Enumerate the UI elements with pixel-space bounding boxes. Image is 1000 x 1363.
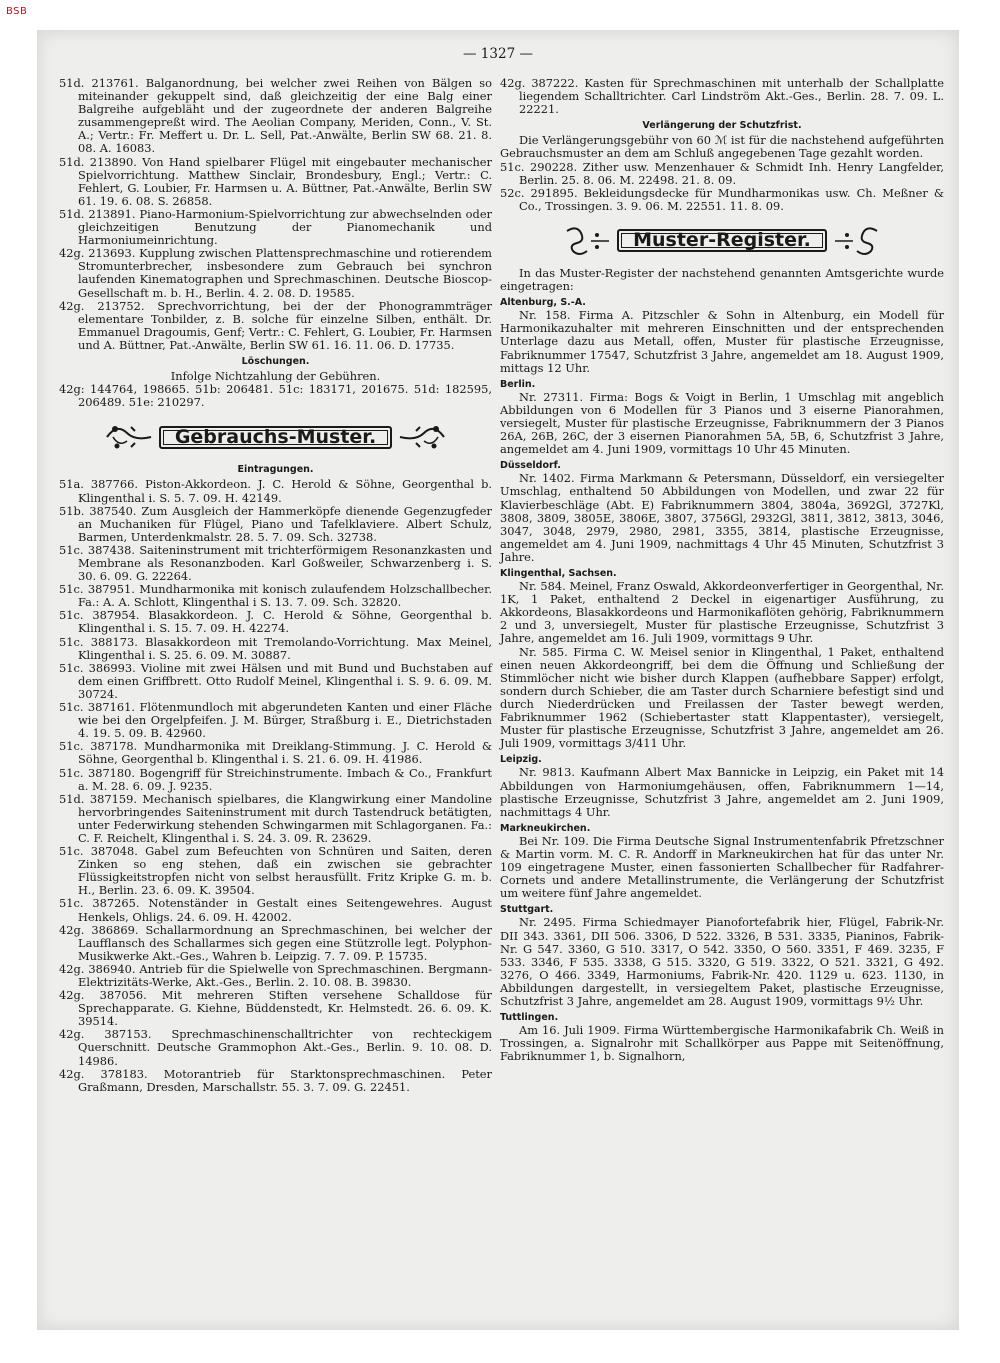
register-entry: Nr. 2495. Firma Schiedmayer Pianofortefabrik hier, Flügel, Fabrik-Nr. DII 343. 3361, DII 506. 3306, D 522. 3326, B 531. 3335, Pianinos, Fabrik-Nr. G 547. 3360, G 510. 3317, O 542. 3350, O 560. 3351, F 469. 3235, F 533. 3346, F 535. 3338, G 515. 3320, G 519. 3322, O 521. 3321, G 492. 3276, O 466. 3349, Harmoniums, Fabrik-Nr. 420. 1129 u. 623. 1130, in Abbildungen dargestellt, in versiegeltem Paket, plastische Erzeugnisse, Schutzfrist 3 Jahre, angemeldet am 28. August 1909, vormittags 9½ Uhr. xyxy=(500,915,944,1008)
verlaengerung-entry: 51c. 290228. Zither usw. Menzenhauer & Schmidt Inh. Henry Langfelder, Berlin. 25. 8. 06. M. 22498. 21. 8. 09. xyxy=(500,159,944,187)
gebrauchsmuster-entry: 42g. 387153. Sprechmaschinenschalltrichter von rechteckigem Querschnitt. Deutsche Grammophon Akt.-Ges., Berlin. 9. 10. 08. D. 14986. xyxy=(59,1027,492,1068)
court-location: Stuttgart. xyxy=(500,904,554,916)
gebrauchsmuster-entry: 51c. 387951. Mundharmonika mit konisch zulaufendem Holzschallbecher. Fa.: A. A. Schlott, Klingenthal i S. 13. 7. 09. Sch. 32820. xyxy=(59,582,492,610)
ornament-right-icon xyxy=(833,223,881,259)
gebrauchsmuster-entry: 42g. 387056. Mit mehreren Stiften versehene Schalldose für Sprechapparate. G. Kiehne, Büddenstedt, Kr. Helmstedt. 26. 6. 09. K. 39514. xyxy=(59,988,492,1029)
gebrauchsmuster-entry: 51c. 387180. Bogengriff für Streichinstrumente. Imbach & Co., Frankfurt a. M. 28. 6. 09. J. 9235. xyxy=(59,765,492,793)
loeschungen-intro: Infolge Nichtzahlung der Gebühren. xyxy=(170,369,381,384)
patent-entry: 42g. 213693. Kupplung zwischen Plattensprechmaschine und rotierendem Stromunterbrecher, insbesondere zum Gebrauch bei synchron laufenden Kinematographen und Sprechmaschinen. Deutsche Bioscop-Gesellschaft m. b. H., Berlin. 4. 2. 08. D. 19585. xyxy=(59,246,492,300)
court-location: Markneukirchen. xyxy=(500,822,591,834)
gebrauchsmuster-entry: 51c. 387438. Saiteninstrument mit trichterförmigem Resonanzkasten und Membrane als Resonanzboden. Karl Goßweiler, Schwarzenberg i. S. 30. 6. 09. G. 22264. xyxy=(59,542,492,584)
gebrauchsmuster-entry: 42g. 386869. Schallarmordnung an Sprechmaschinen, bei welcher der Laufflansch des Schallarmes sich gegen eine Stützrolle legt. Polyphon-Musikwerke Akt.-Ges., Wahren b. Leipzig. 7. 7. 09. P. 15735. xyxy=(59,922,492,963)
right-column xyxy=(500,77,944,1063)
banner-title: Muster-Register. xyxy=(617,229,827,252)
gebrauchsmuster-banner xyxy=(59,417,492,457)
document-page xyxy=(37,30,959,1330)
gebrauchsmuster-entry: 51b. 387540. Zum Ausgleich der Hammerköpfe dienende Gegenzugfeder an Muchaniken für Flügel, Piano und Tafelklaviere. Albert Schulz, Barmen, Unterdenkmalstr. 28. 5. 7. 09. Sch. 32738. xyxy=(59,503,492,544)
left-column xyxy=(59,77,492,1094)
patent-list-continued xyxy=(500,77,944,116)
gebrauchsmuster-entry: 51c. 387265. Notenständer in Gestalt eines Seitengewehres. August Henkels, Ohligs. 24. 6. 09. H. 42002. xyxy=(59,896,492,924)
register-entry: Bei Nr. 109. Die Firma Deutsche Signal Instrumentenfabrik Pfretzschner & Martin vorm. M. C. R. Andorff in Markneukirchen hat für das unter Nr. 109 eingetragene Muster, einen fassonierten Schallbecher für Radfahrer-Cornets und andere Metallinstrumente, die Verlängerung der Schutzfrist um weitere fünf Jahre angemeldet. xyxy=(500,833,944,901)
verlaengerung-entry: 52c. 291895. Bekleidungsdecke für Mundharmonikas usw. Ch. Meßner & Co., Trossingen. 3. 9. 06. M. 22551. 11. 8. 09. xyxy=(500,185,944,213)
register-entry: Nr. 584. Meinel, Franz Oswald, Akkordeonverfertiger in Georgenthal, Nr. 1K, 1 Paket, enthaltend 2 Deckel in eigenartiger Ausführung, zu Akkordeons, Blasakkordeons und Harmonikaflöten gehörig, Fabriknummern 2 und 3, unversiegelt, Muster für plastische Erzeugnisse, Schutzfrist 3 Jahre, angemeldet am 16. Juli 1909, vormittags 9 Uhr. xyxy=(500,579,944,646)
register-entry: Nr. 27311. Firma: Bogs & Voigt in Berlin, 1 Umschlag mit angeblich Abbildungen von 6 Modellen für 3 Pianos und 3 eiserne Pianorahmen, versiegelt, Muster für plastische Erzeugnisse, Fabriknummern der 3 Pianos 26A, 26B, 26C, der 3 eisernen Pianorahmen 5A, 5B, 6, Schutzfrist 3 Jahre, angemeldet am 4. Juni 1909, vormittags 10 Uhr 45 Minuten. xyxy=(500,389,944,457)
patent-entry: 51d. 213890. Von Hand spielbarer Flügel mit eingebauter mechanischer Spielvorrichtung. Matthew Sinclair, Brondesbury, Engl.; Vertr.: C. Fehlert, G. Loubier, Fr. Harmsen u. A. Büttner, Pat.-Anwälte, Berlin SW 61. 19. 6. 08. S. 26858. xyxy=(59,154,492,208)
gebrauchsmuster-entry: 51c. 387048. Gabel zum Befeuchten von Schnüren und Saiten, deren Zinken so eng stehen, daß ein zwischen sie gebrachter Flüssigkeitstropfen nicht von selbst herausfüllt. Fritz Kripke G. m. b. H., Berlin. 23. 6. 09. K. 39504. xyxy=(59,844,492,898)
court-location: Berlin. xyxy=(500,378,536,390)
banner-title: Gebrauchs-Muster. xyxy=(159,426,392,449)
register-entry: Nr. 158. Firma A. Pitzschler & Sohn in Altenburg, ein Modell für Harmonikazuhalter mit mehreren Einschnitten und der entsprechenden Unterlage dazu aus Metall, offen, Muster für plastische Erzeugnisse, Fabriknummer 17547, Schutzfrist 3 Jahre, angemeldet am 18. August 1909, mittags 12 Uhr. xyxy=(500,308,944,375)
patent-entry: 51d. 213761. Balganordnung, bei welcher zwei Reihen von Bälgen so miteinander gekuppelt sind, daß gleichzeitig der eine Balg einer Balgreihe aufgebläht und der zugeordnete der anderen Balgreihe zusammengepreßt wird. The Aeolian Company, Meriden, Conn., V. St. A.; Vertr.: Fr. Meffert u. Dr. L. Sell, Pat.-Anwälte, Berlin SW 68. 21. 8. 08. A. 16083. xyxy=(59,76,492,156)
gebrauchsmuster-entry: 51c. 387178. Mundharmonika mit Dreiklang-Stimmung. J. C. Herold & Söhne, Georgenthal b. Klingenthal i. S. 21. 6. 09. H. 41986. xyxy=(59,739,492,767)
gebrauchsmuster-entry: 42g. 378183. Motorantrieb für Starktonsprechmaschinen. Peter Graßmann, Dresden, Marschallstr. 55. 3. 7. 09. G. 22451. xyxy=(59,1066,492,1094)
eintragungen-heading: Eintragungen. xyxy=(237,464,314,476)
register-entry: Am 16. Juli 1909. Firma Württembergische Harmonikafabrik Ch. Weiß in Trossingen, a. Signalrohr mit Schallkörper aus Pappe mit Seitenöffnung, Fabriknummer 1, b. Signalhorn, xyxy=(500,1023,944,1064)
court-location: Altenburg, S.-A. xyxy=(500,297,586,309)
verlaengerung-list xyxy=(500,161,944,213)
page-number: — 1327 — xyxy=(463,46,533,62)
register-entry: Nr. 585. Firma C. W. Meisel senior in Klingenthal, 1 Paket, enthaltend einen neuen Akkordeongriff, bei dem die Öffnung und Schließung der Stimmlöcher nicht wie bisher durch Klappen (aufhebbare Sapper) erfolgt, sondern durch Schieber, die am Taster durch Scharniere befestigt sind und durch Niederdrücken und Freilassen der Taster bewegt werden, Fabriknummer 1962 (Schiebertaster statt Klappentaster), versiegelt, Muster für plastische Erzeugnisse, Schutzfrist 3 Jahre, angemeldet am 26. Juli 1909, vormittags 3/411 Uhr. xyxy=(500,644,944,751)
patent-entry: 42g. 387222. Kasten für Sprechmaschinen mit unterhalb der Schallplatte liegendem Schalltrichter. Carl Lindström Akt.-Ges., Berlin. 28. 7. 09. L. 22221. xyxy=(500,76,944,117)
loeschungen-list: 42g: 144764, 198665. 51b: 206481. 51c: 183171, 201675. 51d: 182595, 206489. 51e: 210297. xyxy=(59,382,492,410)
gebrauchsmuster-entry: 42g. 386940. Antrieb für die Spielwelle von Sprechmaschinen. Bergmann-Elektrizitäts-Werke, Akt.-Ges., Berlin. 2. 10. 08. B. 39830. xyxy=(59,961,492,989)
musterregister-intro: In das Muster-Register der nachstehend genannten Amtsgerichte wurde eingetragen: xyxy=(500,265,944,294)
gebrauchsmuster-entry: 51a. 387766. Piston-Akkordeon. J. C. Herold & Söhne, Georgenthal b. Klingenthal i. S. 5. 7. 09. H. 42149. xyxy=(59,477,492,505)
patent-entry: 51d. 213891. Piano-Harmonium-Spielvorrichtung zur abwechselnden oder gleichzeitigen Benutzung der Pianomechanik und Harmoniumeinrichtung. xyxy=(59,206,492,248)
register-entry: Nr. 9813. Kaufmann Albert Max Bannicke in Leipzig, ein Paket mit 14 Abbildungen von Harmoniumgehäusen, offen, Fabriknummern 1—14, plastische Erzeugnisse, Schutzfrist 3 Jahre, angemeldet am 2. Juni 1909, nachmittags 4 Uhr. xyxy=(500,765,944,819)
court-location: Düsseldorf. xyxy=(500,460,561,472)
court-location: Tuttlingen. xyxy=(500,1012,559,1024)
court-location: Leipzig. xyxy=(500,754,542,766)
verlaengerung-text: Die Verlängerungsgebühr von 60 ℳ ist für die nachstehend aufgeführten Gebrauchsmuster an dem am Schluß angegebenen Tage gezahlt worden. xyxy=(500,133,944,161)
gebrauchsmuster-entry: 51c. 388173. Blasakkordeon mit Tremolando-Vorrichtung. Max Meinel, Klingenthal i. S. 25. 6. 09. M. 30887. xyxy=(59,634,492,662)
ornament-left-icon xyxy=(105,419,153,455)
library-stamp: BSB xyxy=(6,6,28,17)
musterregister-list xyxy=(500,296,944,1063)
court-location: Klingenthal, Sachsen. xyxy=(500,568,617,579)
ornament-left-icon xyxy=(563,223,611,259)
register-entry: Nr. 1402. Firma Markmann & Petersmann, Düsseldorf, ein versiegelter Umschlag, enthaltend 50 Abbildungen von Modellen, und zwar 22 für Klavierbeschläge (Abt. E) Fabriknummern 3804, 3804a, 3692Gl, 3727Kl, 3808, 3809, 3805E, 3806E, 3807, 3756Gl, 2932Gl, 3811, 3812, 3813, 3046, 3047, 3048, 2979, 2980, 2981, 3355, 3814, plastische Erzeugnisse, angemeldet am 4. Juni 1909, nachmittags 4 Uhr 45 Minuten, Schutzfrist 3 Jahre. xyxy=(500,471,944,564)
gebrauchsmuster-entry: 51c. 387161. Flötenmundloch mit abgerundeten Kanten und einer Fläche wie bei den Orgelpfeifen. J. M. Bürger, Straßburg i. E., Dietrichstaden 4. 19. 5. 09. B. 42960. xyxy=(59,700,492,741)
gebrauchsmuster-list xyxy=(59,478,492,1093)
ornament-right-icon xyxy=(398,419,446,455)
patent-entry: 42g. 213752. Sprechvorrichtung, bei der der Phonogrammträger elementare Tonbilder, z. B. solche für einzelne Silben, enthält. Dr. Emmanuel Dragoumis, Genf; Vertr.: C. Fehlert, G. Loubier, Fr. Harmsen und A. Büttner, Pat.-Anwälte, Berlin SW 61. 16. 11. 06. D. 17735. xyxy=(59,298,492,352)
gebrauchsmuster-entry: 51c. 386993. Violine mit zwei Hälsen und mit Bund und Buchstaben auf dem einen Griffbrett. Otto Rudolf Meinel, Klingenthal i. S. 9. 6. 09. M. 30724. xyxy=(59,660,492,701)
loeschungen-heading: Löschungen. xyxy=(241,355,310,367)
verlaengerung-heading: Verlängerung der Schutzfrist. xyxy=(642,120,802,132)
musterregister-banner xyxy=(500,221,944,261)
patent-list xyxy=(59,77,492,352)
gebrauchsmuster-entry: 51d. 387159. Mechanisch spielbares, die Klangwirkung einer Mandoline hervorbringendes Saiteninstrument mit durch Tastendruck betätigten, unter Federwirkung stehenden Schwingarmen mit Schlagorganen. Fa.: C. F. Reichelt, Klingenthal i. S. 24. 3. 09. R. 23629. xyxy=(59,791,492,845)
gebrauchsmuster-entry: 51c. 387954. Blasakkordeon. J. C. Herold & Söhne, Georgenthal b. Klingenthal i. S. 15. 7. 09. H. 42274. xyxy=(59,608,492,636)
